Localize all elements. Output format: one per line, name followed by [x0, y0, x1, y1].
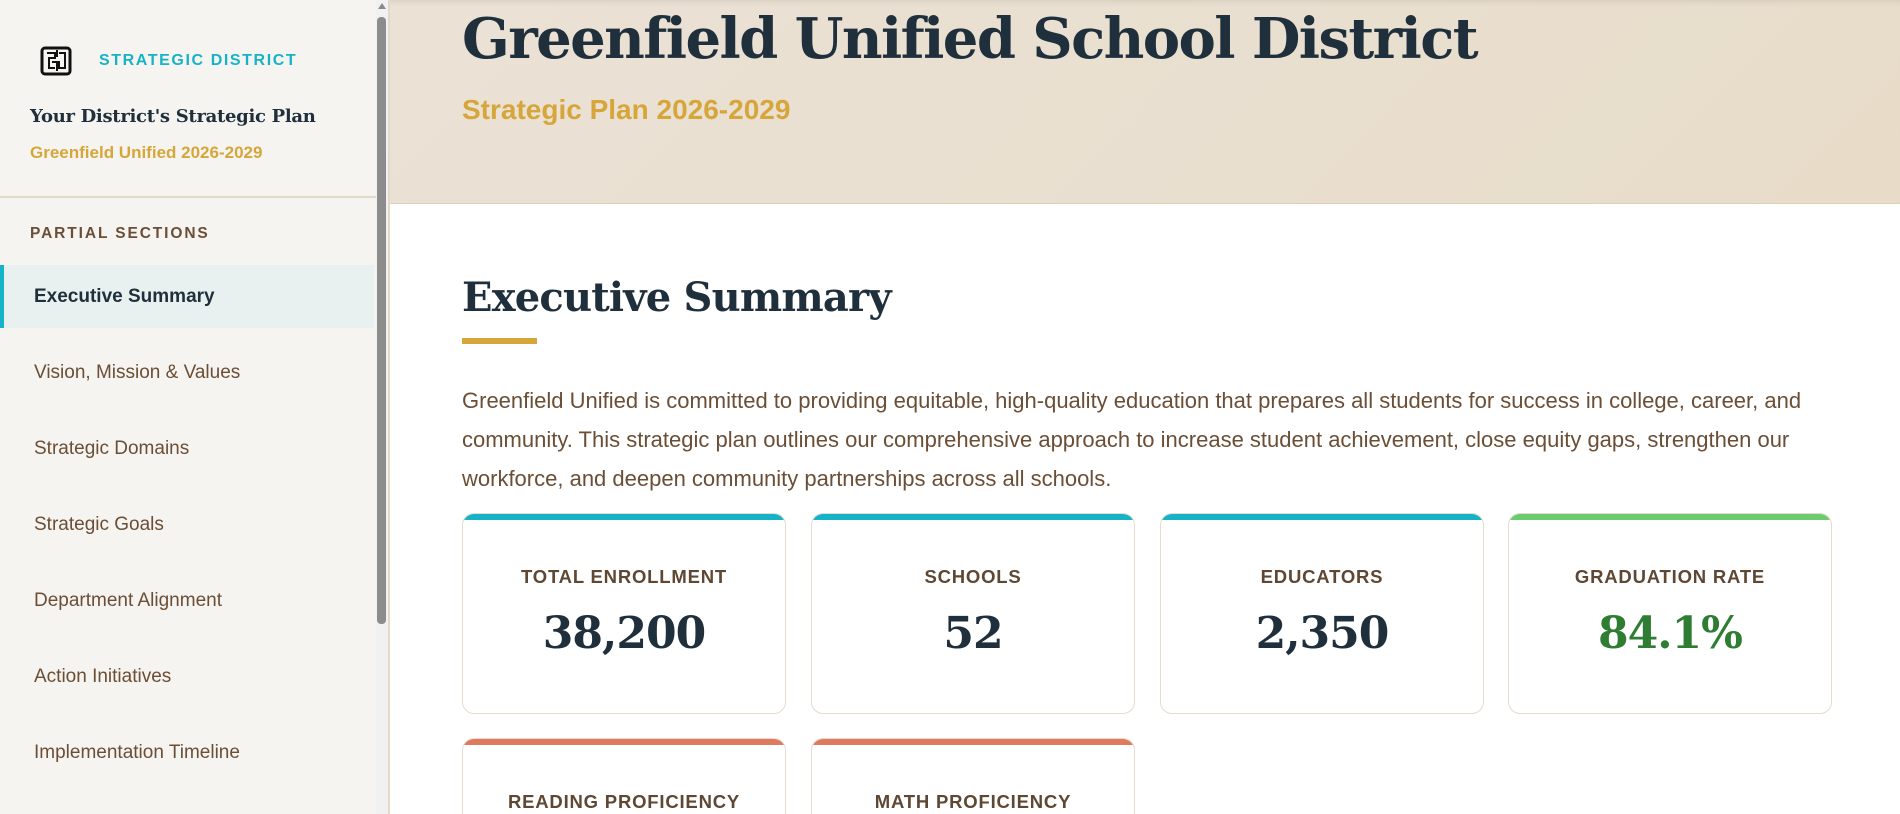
- stat-value: 84.1%: [1598, 608, 1742, 659]
- stat-card-total-enrollment: [462, 513, 786, 714]
- sidebar-item-label: Action Initiatives: [34, 665, 172, 687]
- sidebar-item-label: Department Alignment: [34, 589, 222, 611]
- sidebar-item-vision-mission-values[interactable]: [0, 341, 374, 404]
- sidebar-item-department-alignment[interactable]: [0, 569, 374, 632]
- nav-section-label: PARTIAL SECTIONS: [30, 225, 210, 242]
- stat-label: GRADUATION RATE: [1574, 566, 1766, 587]
- maze-logo-icon: [40, 44, 74, 78]
- stat-label: READING PROFICIENCY: [507, 791, 741, 812]
- stat-label: TOTAL ENROLLMENT: [520, 566, 727, 587]
- stat-card-reading-proficiency: [462, 738, 786, 814]
- scroll-up-arrow-icon[interactable]: [378, 3, 386, 9]
- plan-title: Your District's Strategic Plan: [30, 106, 316, 127]
- stat-label: EDUCATORS: [1260, 566, 1384, 587]
- sidebar-item-label: Strategic Domains: [34, 437, 190, 459]
- sidebar-item-label: Vision, Mission & Values: [34, 361, 241, 383]
- stat-card-math-proficiency: [811, 738, 1135, 814]
- stat-label: MATH PROFICIENCY: [874, 791, 1072, 812]
- brand[interactable]: [40, 44, 297, 78]
- sidebar-item-strategic-domains[interactable]: [0, 417, 374, 480]
- stat-label: SCHOOLS: [924, 566, 1022, 587]
- stat-value: 38,200: [542, 608, 706, 659]
- page-header: [390, 0, 1900, 204]
- page-subtitle: Strategic Plan 2026-2029: [462, 94, 791, 125]
- sidebar-scrollbar[interactable]: [376, 0, 388, 814]
- sidebar-item-strategic-goals[interactable]: [0, 493, 374, 556]
- sidebar-item-label: Executive Summary: [34, 285, 215, 307]
- stat-value: 2,350: [1255, 608, 1389, 659]
- sidebar-item-action-initiatives[interactable]: [0, 645, 374, 708]
- stat-value: 52: [943, 608, 1003, 659]
- sidebar-item-executive-summary[interactable]: [0, 265, 374, 328]
- sidebar-item-implementation-timeline[interactable]: [0, 721, 374, 784]
- section-title: Executive Summary: [462, 274, 891, 321]
- sidebar-item-label: Implementation Timeline: [34, 741, 240, 763]
- sidebar-divider: [0, 196, 376, 198]
- section-title-accent: [462, 338, 537, 344]
- stat-card-educators: [1160, 513, 1484, 714]
- main-content: [390, 0, 1900, 814]
- brand-name: STRATEGIC DISTRICT: [99, 52, 298, 69]
- page-title: Greenfield Unified School District: [462, 6, 1477, 72]
- summary-paragraph: Greenfield Unified is committed to providing equitable, high-quality education that prepares all students for success in college, career, and community. This strategic plan outlines our comprehensive approach to increase student achievement, close equity gaps, strengthen our workforce, and deepen community partnerships across all schools.: [462, 388, 1802, 491]
- sidebar-nav: [0, 265, 374, 797]
- stat-card-graduation-rate: [1508, 513, 1832, 714]
- sidebar: [0, 0, 376, 814]
- sidebar-item-label: Strategic Goals: [34, 513, 164, 535]
- stat-card-schools: [811, 513, 1135, 714]
- scrollbar-thumb[interactable]: [377, 17, 386, 624]
- plan-subtitle: Greenfield Unified 2026-2029: [30, 143, 263, 162]
